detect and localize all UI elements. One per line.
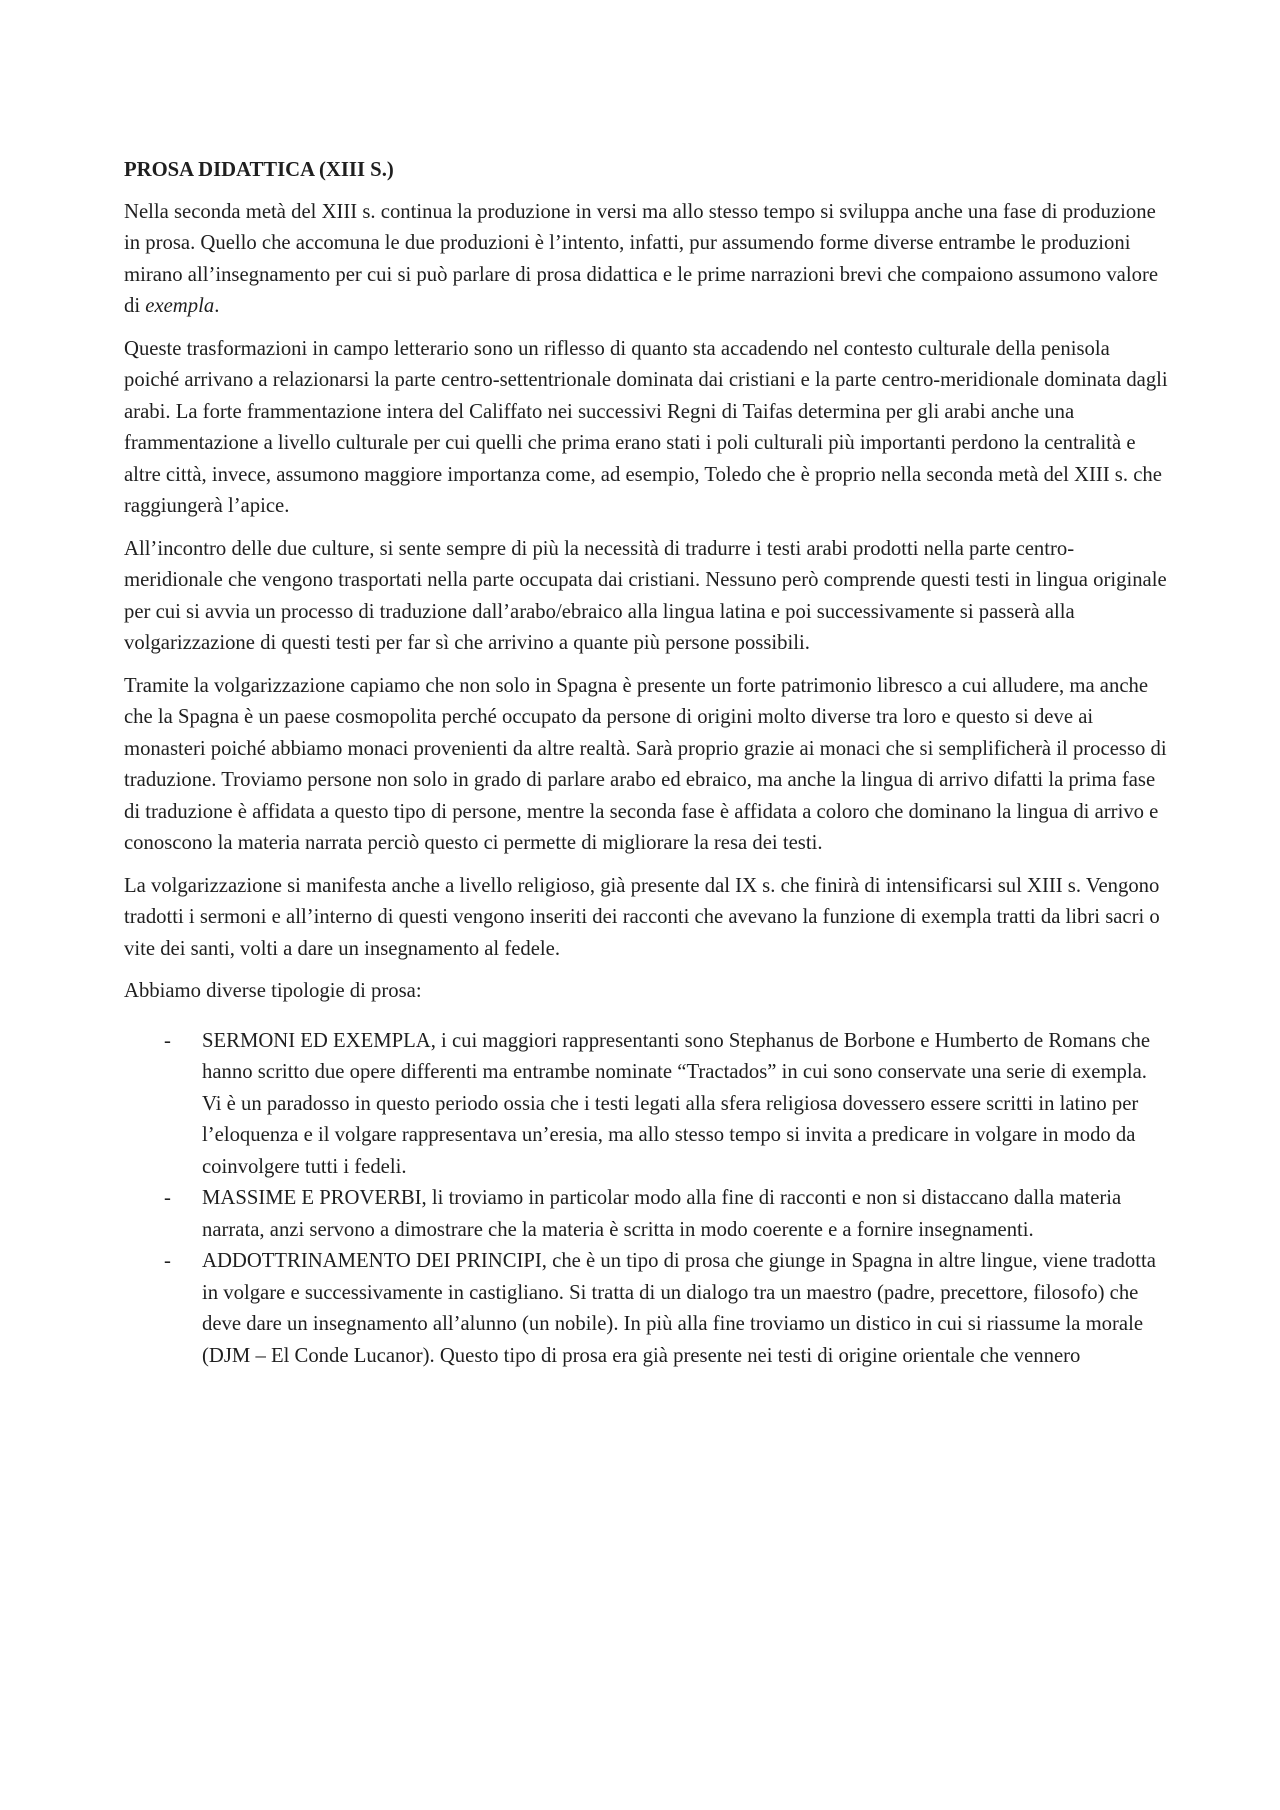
list-item xyxy=(124,1183,1170,1246)
list-item-extra: Vi è un paradosso in questo periodo ossia che i testi legati alla sfera religiosa dovessero essere scritti in latino per l’eloquenza e il volgare rappresentava un’eresia, ma allo stesso tempo si invita a predicare in volgare in modo da coinvolgere tutti i fedeli. xyxy=(202,1092,1139,1178)
prose-types-list xyxy=(124,1026,1170,1373)
list-item-text: MASSIME E PROVERBI, li troviamo in particolar modo alla fine di racconti e non si distaccano dalla materia narrata, anzi servono a dimostrare che la materia è scritta in modo coerente e a fornire insegnamenti. xyxy=(202,1187,1122,1241)
list-item xyxy=(124,1026,1170,1184)
dash-bullet: - xyxy=(164,1187,171,1209)
page-title: PROSA DIDATTICA (XIII S.) xyxy=(124,159,394,181)
list-item xyxy=(124,1246,1170,1372)
paragraph-2: Queste trasformazioni in campo letterario sono un riflesso di quanto sta accadendo nel contesto culturale della penisola poiché arrivano a relazionarsi la parte centro-settentrionale dominata dai cristiani e la parte centro-meridionale dominata dagli arabi. La forte frammentazione intera del Califfato nei successivi Regni di Taifas determina per gli arabi anche una frammentazione a livello culturale per cui quelli che prima erano stati i poli culturali più importanti perdono la centralità e altre città, invece, assumono maggiore importanza come, ad esempio, Toledo che è proprio nella seconda metà del XIII s. che raggiungerà l’apice. xyxy=(124,337,1168,517)
dash-bullet: - xyxy=(164,1029,171,1052)
paragraph-tail: . xyxy=(214,295,220,317)
paragraph-5: La volgarizzazione si manifesta anche a livello religioso, già presente dal IX s. che finirà di intensificarsi sul XIII s. Vengono tradotti i sermoni e all’interno di questi vengono inseriti dei racconti che avevano la funzione di exempla tratti da libri sacri o vite dei santi, volti a dare un insegnamento al fedele. xyxy=(124,874,1160,960)
paragraph-4: Tramite la volgarizzazione capiamo che non solo in Spagna è presente un forte patrimonio libresco a cui alludere, ma anche che la Spagna è un paese cosmopolita perché occupato da persone di origini molto diverse tra loro e questo si deve ai monasteri poiché abbiamo monaci provenienti da altre realtà. Sarà proprio grazie ai monaci che si semplificherà il processo di traduzione. Troviamo persone non solo in grado di parlare arabo ed ebraico, ma anche la lingua di arrivo difatti la prima fase di traduzione è affidata a questo tipo di persone, mentre la seconda fase è affidata a coloro che dominano la lingua di arrivo e conoscono la materia narrata perciò questo ci permette di migliorare la resa dei testi. xyxy=(124,674,1167,854)
paragraph-1 xyxy=(124,197,1170,323)
paragraph-text: Nella seconda metà del XIII s. continua la produzione in versi ma allo stesso tempo si sviluppa anche una fase di produzione in prosa. Quello che accomuna le due produzioni è l’intento, infatti, pur assumendo forme diverse entrambe le produzioni mirano all’insegnamento per cui si può parlare di prosa didattica e le prime narrazioni brevi che compaiono assumono valore di xyxy=(124,200,1159,317)
document-page xyxy=(124,155,1170,1372)
list-item-text: SERMONI ED EXEMPLA, i cui maggiori rappresentanti sono Stephanus de Borbone e Humberto de Romans che hanno scritto due opere differenti ma entrambe nominate “Tractados” in cui sono conservate una serie di exempla. xyxy=(202,1029,1151,1083)
dash-bullet: - xyxy=(164,1250,171,1272)
paragraph-emphasis: exempla xyxy=(145,295,215,317)
list-intro: Abbiamo diverse tipologie di prosa: xyxy=(124,980,422,1002)
list-item-text: ADDOTTRINAMENTO DEI PRINCIPI, che è un tipo di prosa che giunge in Spagna in altre lingue, viene tradotta in volgare e successivamente in castigliano. Si tratta di un dialogo tra un maestro (padre, precettore, filosofo) che deve dare un insegnamento all’alunno (un nobile). In più alla fine troviamo un distico in cui si riassume la morale (DJM – El Conde Lucanor). Questo tipo di prosa era già presente nei testi di origine orientale che vennero xyxy=(202,1250,1156,1367)
paragraph-3: All’incontro delle due culture, si sente sempre di più la necessità di tradurre i testi arabi prodotti nella parte centro-meridionale che vengono trasportati nella parte occupata dai cristiani. Nessuno però comprende questi testi in lingua originale per cui si avvia un processo di traduzione dall’arabo/ebraico alla lingua latina e poi successivamente si passerà alla volgarizzazione di questi testi per far sì che arrivino a quante più persone possibili. xyxy=(124,537,1167,654)
